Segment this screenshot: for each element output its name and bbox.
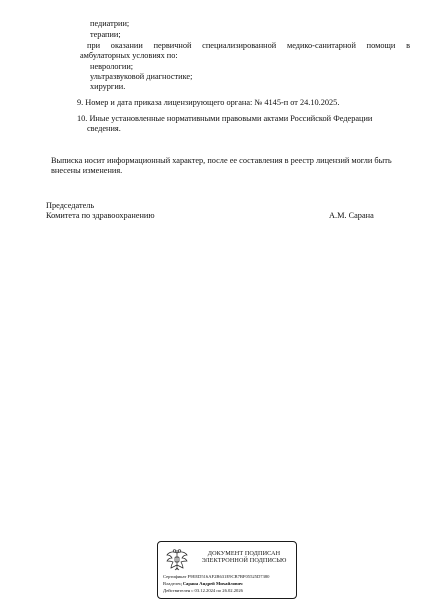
electronic-signature-stamp — [157, 541, 297, 599]
outpatient-care-paragraph: при оказании первичной специализированной медико-санитарной помощи в амбулаторных условиях по: — [80, 41, 410, 60]
stamp-validity — [163, 588, 243, 593]
stamp-owner — [163, 581, 243, 586]
stamp-owner-value: Сарана Андрей Михайлович — [182, 581, 243, 586]
list-item-ultrasound: ультразвуковой диагностике; — [90, 72, 193, 81]
stamp-validity-label: Действителен — [163, 588, 191, 593]
list-item-therapy: терапии; — [90, 30, 121, 39]
signer-position-line1: Председатель — [46, 201, 95, 210]
item-10-other-info: 10. Иные установленные нормативными правовыми актами Российской Федерации сведения. — [77, 114, 373, 133]
item-9-order-number: 9. Номер и дата приказа лицензирующего органа: № 4145-п от 24.10.2025. — [77, 98, 340, 107]
stamp-certificate — [163, 574, 269, 579]
signer-name: А.М. Сарана — [329, 211, 374, 220]
informational-notice: Выписка носит информационный характер, после ее составления в реестр лицензий могли быть внесены изменения. — [51, 156, 392, 175]
list-item-pediatrics: педиатрии; — [90, 19, 130, 28]
stamp-title-line1: ДОКУМЕНТ ПОДПИСАН — [207, 550, 281, 557]
list-item-neurology: неврологии; — [90, 62, 134, 71]
list-item-surgery: хирургии. — [90, 82, 126, 91]
coat-of-arms-icon — [165, 547, 189, 573]
stamp-title-line2: ЭЛЕКТРОННОЙ ПОДПИСЬЮ — [201, 557, 287, 564]
stamp-certificate-value: F9EED516AF2B631E9CB7BF05525D7380 — [187, 574, 270, 579]
signer-position-line2: Комитета по здравоохранению — [46, 211, 155, 220]
stamp-validity-value: с 03.12.2024 по 26.02.2026 — [191, 588, 243, 593]
stamp-owner-label: Владелец — [163, 581, 182, 586]
stamp-certificate-label: Сертификат — [163, 574, 187, 579]
